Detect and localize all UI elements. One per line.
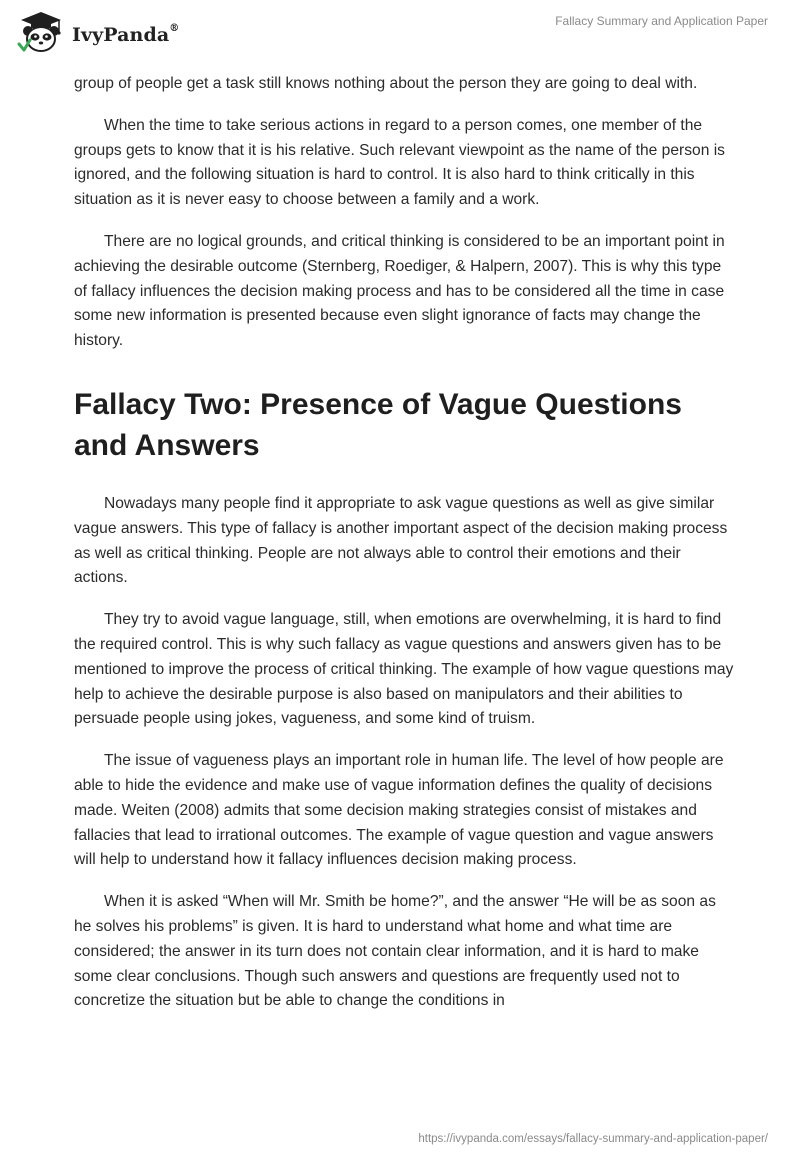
intro-fragment: group of people get a task still knows nothing about the person they are going to deal with. xyxy=(74,75,698,92)
brand-logo[interactable] xyxy=(16,10,179,56)
paragraph: The issue of vagueness plays an important role in human life. The level of how people are able to hide the evidence and make use of vague information defines the quality of decisions made. Weiten (2008) admits that some decision making strategies consist of mistakes and fallacies that lead to irrational outcomes. The example of vague question and vague answers will help to understand how it fallacy influences decision making process. xyxy=(74,752,724,869)
document-title: Fallacy Summary and Application Paper xyxy=(555,14,768,28)
paragraph: When the time to take serious actions in regard to a person comes, one member of the groups gets to know that it is his relative. Such relevant viewpoint as the name of the person is ignored, and the following situation is hard to control. It is also hard to think critically in this situation as it is never easy to choose between a family and a work. xyxy=(74,116,725,209)
panda-graduate-icon xyxy=(16,10,66,56)
brand-name xyxy=(72,24,179,46)
source-url-link[interactable]: https://ivypanda.com/essays/fallacy-summary-and-application-paper/ xyxy=(418,1133,768,1145)
paragraph: Nowadays many people find it appropriate to ask vague questions as well as give similar vague answers. This type of fallacy is another important aspect of the decision making process as well as critical thinking. People are not always able to control their emotions and their actions. xyxy=(74,494,728,587)
registered-mark: ® xyxy=(169,22,180,34)
paragraph: There are no logical grounds, and critical thinking is considered to be an important point in achieving the desirable outcome (Sternberg, Roediger, & Halpern, 2007). This is why this type of fallacy influences the decision making process and has to be considered all the time in case some new information is presented because even slight ignorance of facts may change the history. xyxy=(74,232,725,350)
essay-content xyxy=(74,72,734,1031)
paragraph: They try to avoid vague language, still, when emotions are overwhelming, it is hard to find the required control. This is why such fallacy as vague questions and answers given has to be mentioned to improve the process of critical thinking. The example of how vague questions may help to achieve the desirable purpose is also based on manipulators and their abilities to persuade people using jokes, vagueness, and some kind of truism. xyxy=(74,611,734,728)
brand-wordmark: IvyPanda xyxy=(72,24,170,46)
page-header xyxy=(0,0,800,70)
section-heading: Fallacy Two: Presence of Vague Questions and Answers xyxy=(74,387,682,462)
paragraph: When it is asked “When will Mr. Smith be home?”, and the answer “He will be as soon as he solves his problems” is given. It is hard to understand what home and what time are considered; the answer in its turn does not contain clear information, and it is hard to make some clear conclusions. Though such answers and questions are frequently used not to concretize the situation but be able to change the conditions in xyxy=(74,893,716,1010)
